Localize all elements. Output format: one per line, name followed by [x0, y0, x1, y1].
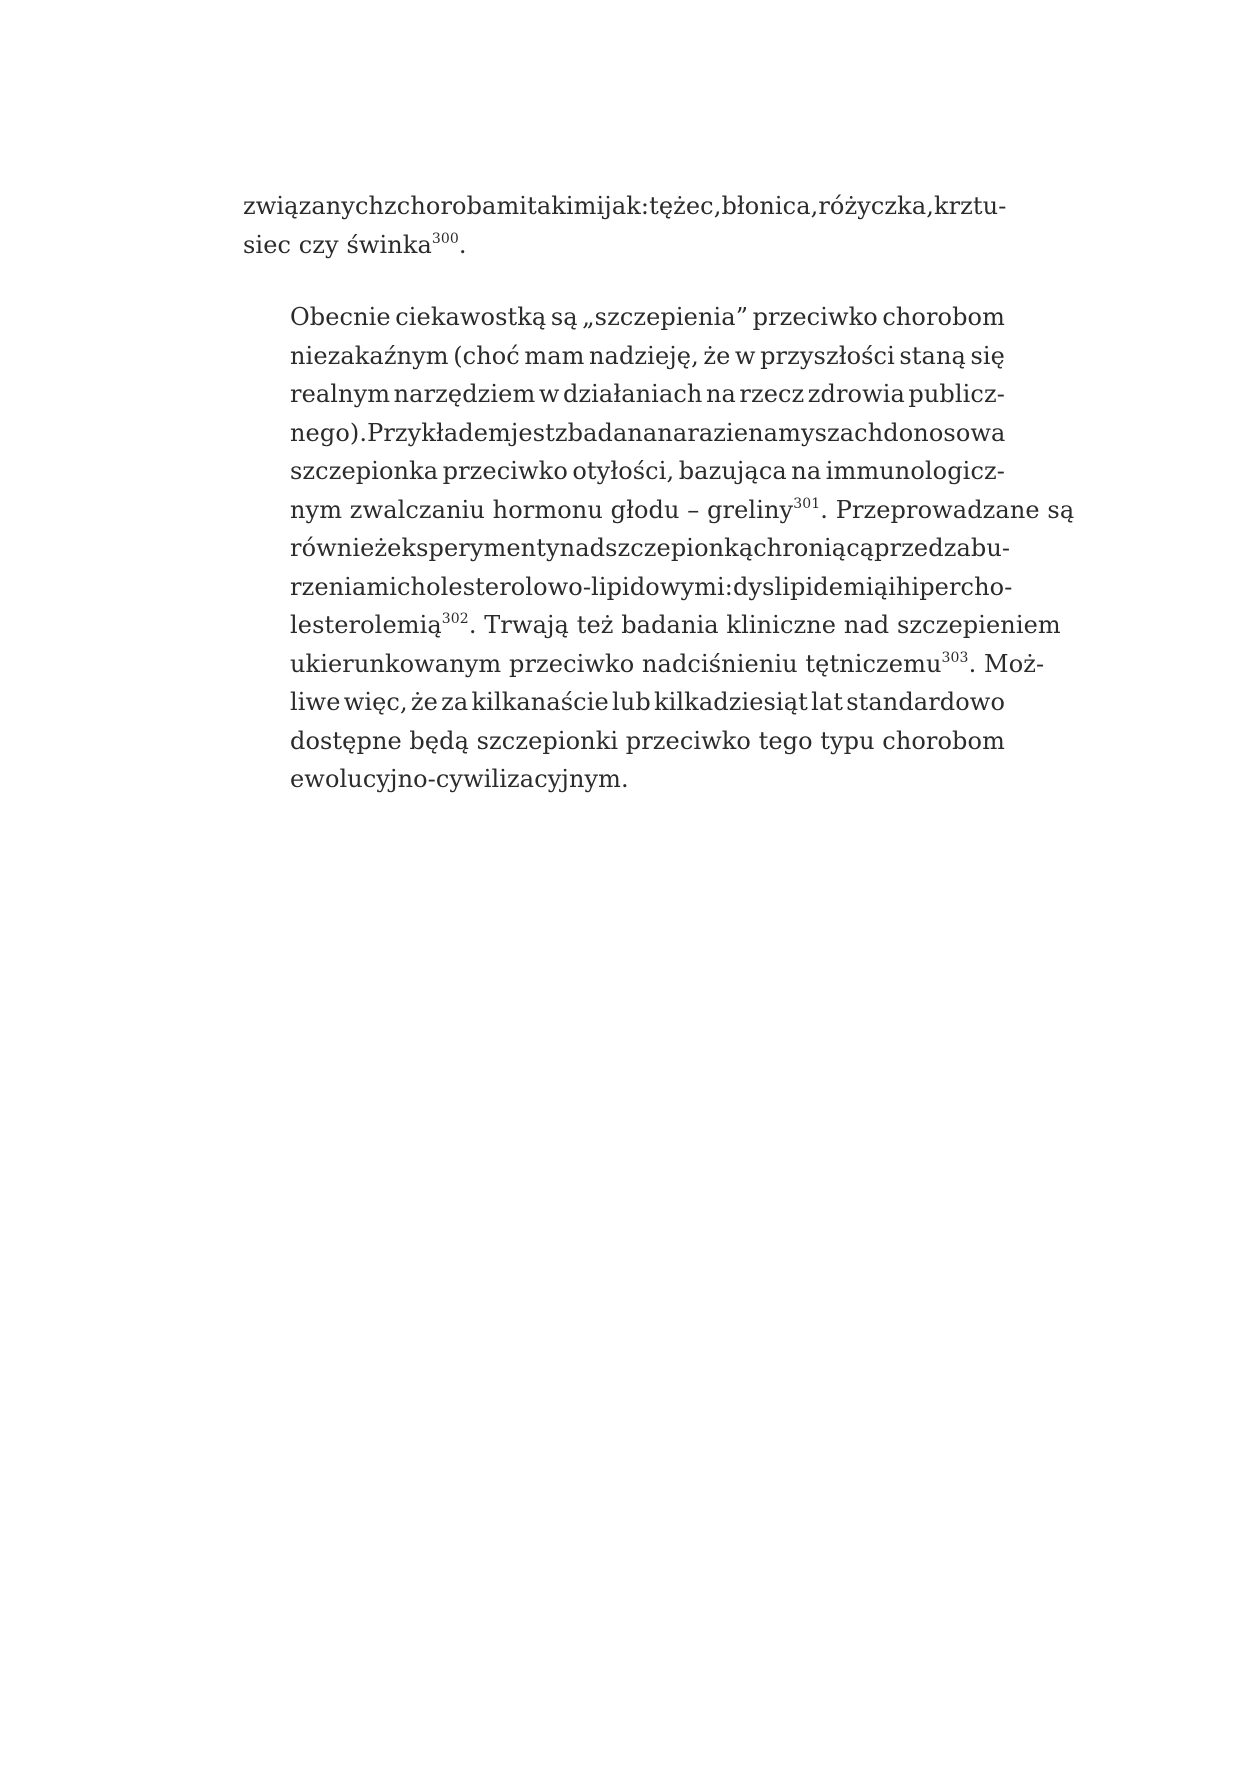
word: chorobom [882, 303, 1005, 331]
word: nad [559, 534, 606, 562]
word: przed [874, 534, 944, 562]
word: więc, [343, 688, 408, 716]
main-paragraph [290, 298, 1075, 799]
word: standardowo [846, 688, 1005, 716]
main-line-9-post: . Trwają też badania kliniczne nad szczepieniem [468, 611, 1061, 639]
word: publicz- [908, 380, 1005, 408]
main-line-9-pre: lesterolemią [290, 611, 442, 639]
word: nego). [290, 418, 368, 447]
word: tężec, [649, 192, 722, 220]
word: rzeniami [290, 572, 397, 601]
word: niezakaźnym [290, 341, 449, 370]
word: się [970, 341, 1005, 370]
word: związanych [243, 192, 385, 220]
main-line-2 [290, 337, 1005, 376]
main-line-13: ewolucyjno-cywilizacyjnym. [290, 765, 629, 793]
word: krztu- [933, 192, 1007, 220]
word: chorobami [396, 192, 528, 220]
main-line-4 [290, 414, 1005, 453]
intro-line-2-text: siec czy świnka [243, 230, 432, 259]
word: szczepionki [476, 726, 619, 755]
word: są [550, 303, 578, 331]
main-line-10 [290, 645, 1045, 684]
footnote-ref-302: 302 [441, 611, 469, 627]
main-line-12 [290, 722, 1005, 761]
word: bazująca [678, 457, 787, 485]
word: zdrowia [807, 380, 905, 408]
word: szczepionką [605, 534, 754, 562]
word: otyłości, [572, 457, 675, 485]
word: i [888, 572, 896, 601]
word: za [441, 688, 469, 716]
word: różyczka, [818, 192, 934, 220]
word: staną [899, 341, 966, 370]
word: że [703, 341, 731, 370]
word: tego [758, 726, 813, 755]
word: będą [409, 726, 470, 755]
word: donosowa [883, 418, 1006, 447]
word: immunologicz- [825, 457, 1005, 485]
word: lat [811, 688, 844, 716]
footnote-ref-303: 303 [941, 649, 969, 666]
word: „szczepienia” [582, 303, 749, 331]
word: takimi [527, 192, 605, 220]
word: mam [524, 341, 585, 370]
word: szczepionka [290, 457, 439, 485]
word: lub [611, 688, 651, 716]
word: ciekawostką [395, 303, 547, 331]
word: również [290, 534, 388, 562]
word: w [734, 341, 756, 370]
word: chroniącą [753, 534, 875, 562]
word: razie [687, 418, 749, 447]
word: (choć [453, 341, 520, 370]
word: liwe [290, 688, 341, 716]
main-line-5 [290, 452, 1005, 491]
footnote-ref-300: 300 [431, 230, 459, 247]
main-line-6-pre: nym zwalczaniu hormonu głodu – greliny [290, 495, 794, 524]
word: cholesterolowo-lipidowymi: [397, 572, 733, 601]
main-line-11 [290, 683, 1005, 722]
word: zbadana [554, 418, 658, 447]
word: przeciwko [752, 303, 878, 331]
word: kilkadziesiąt [653, 688, 808, 716]
word: hipercho- [895, 572, 1013, 601]
word: narzędziem [393, 380, 536, 408]
word: zabu- [943, 534, 1011, 562]
word: dostępne [290, 726, 402, 755]
main-line-7 [290, 529, 1011, 568]
footnote-ref-301: 301 [793, 495, 821, 512]
main-line-10-post: . Moż- [968, 649, 1045, 678]
word: Obecnie [290, 303, 391, 331]
word: eksperymenty [387, 534, 560, 562]
word: działaniach [562, 380, 703, 408]
word: z [384, 192, 397, 220]
word: na [791, 457, 822, 485]
word: kilkanaście [471, 688, 609, 716]
main-line-3 [290, 375, 1005, 414]
intro-line-2 [243, 226, 1005, 265]
word: realnym [290, 380, 391, 408]
word: przeciwko [625, 726, 751, 755]
intro-line-2-end: . [458, 230, 467, 259]
main-line-9 [290, 606, 1061, 645]
word: typu [820, 726, 875, 755]
main-line-6 [290, 491, 1075, 530]
word: Przykładem [367, 418, 511, 447]
word: w [538, 380, 560, 408]
word: jest [510, 418, 555, 447]
intro-paragraph [243, 187, 1005, 264]
main-line-10-pre: ukierunkowanym przeciwko nadciśnieniu tętniczemu [290, 649, 942, 678]
word: na [705, 380, 736, 408]
word: na [657, 418, 688, 447]
word: nadzieję, [589, 341, 699, 370]
word: jak: [604, 192, 650, 220]
main-line-8 [290, 568, 1013, 607]
word: rzecz [739, 380, 805, 408]
word: myszach [778, 418, 884, 447]
main-line-6-post: . Przeprowadzane są [820, 495, 1075, 524]
word: przeciwko [442, 457, 568, 485]
word: na [748, 418, 779, 447]
word: chorobom [882, 726, 1005, 755]
word: że [410, 688, 438, 716]
word: dyslipidemią [732, 572, 889, 601]
main-line-1 [290, 298, 1005, 337]
word: przyszłości [760, 341, 895, 370]
intro-line-1 [243, 187, 1005, 226]
word: błonica, [721, 192, 819, 220]
